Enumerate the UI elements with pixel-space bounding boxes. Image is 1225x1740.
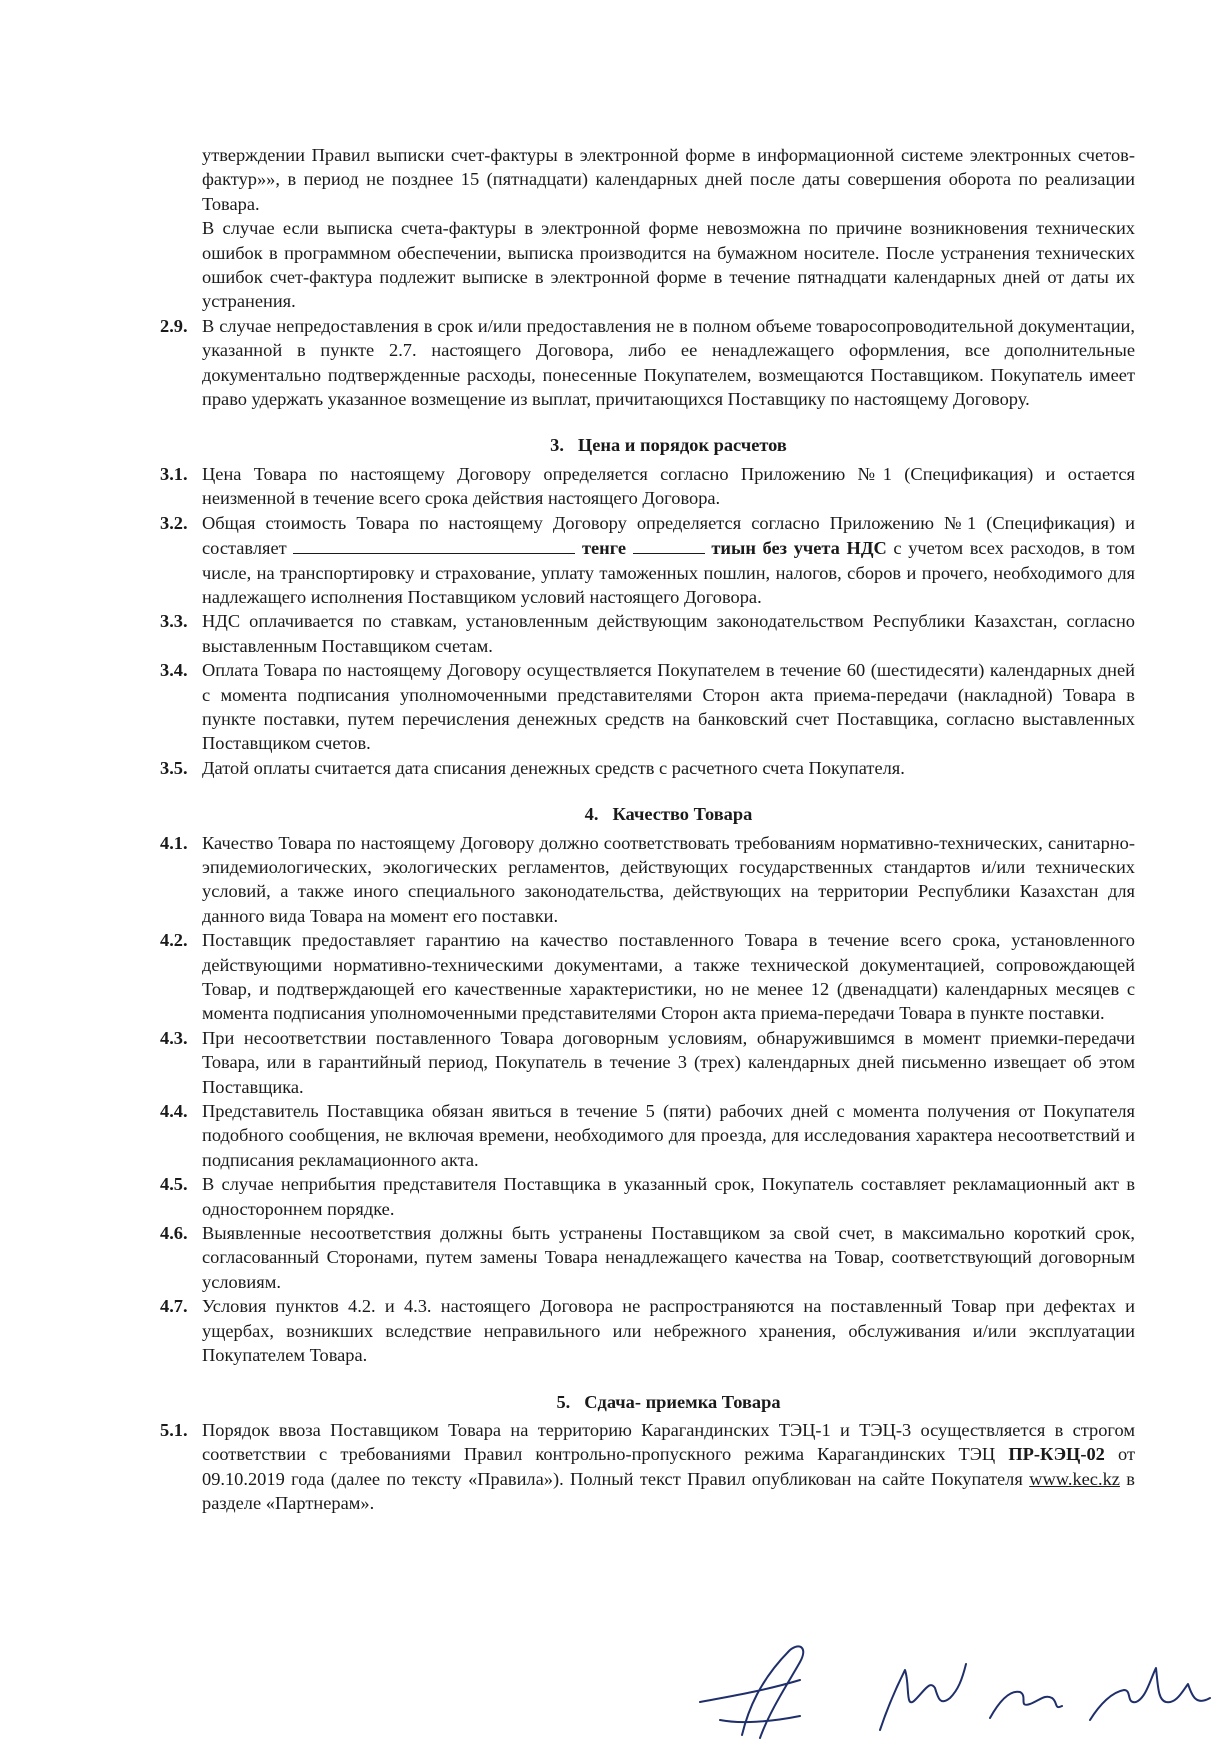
clause-text-b: с учетом всех расходов, в том числе, на транспортировку и страхование, уплату таможенных пошлин, налогов, сборов и прочего, необходимого для надлежащего исполнения Поставщиком условий настоящего Договора.: [202, 538, 1135, 607]
clause-text-b: от 09.10.2019 года (далее по тексту «Правила»). Полный текст Правил опубликован на сайте Покупателя: [202, 1444, 1135, 1489]
clause-text: НДС оплачивается по ставкам, установленным действующим законодательством Республики Казахстан, согласно выставленным Поставщиком счетам.: [202, 611, 1135, 656]
intro-paragraph-1: утверждении Правил выписки счет-фактуры в электронной форме в информационной системе электронных счетов-фактур»», в период не позднее 15 (пятнадцати) календарных дней после даты совершения оборота по реализации Товара.: [202, 145, 1135, 214]
clause-3-3: [160, 609, 1135, 658]
clause-3-1: [160, 462, 1135, 511]
clause-4-5: [160, 1172, 1135, 1221]
clause-number: 3.3.: [160, 611, 188, 632]
section-title-text: Качество Товара: [612, 804, 753, 825]
clause-5-1: [160, 1418, 1135, 1516]
clause-text: В случае неприбытия представителя Поставщика в указанный срок, Покупатель составляет рекламационный акт в одностороннем порядке.: [202, 1174, 1135, 1219]
clause-text: В случае непредоставления в срок и/или предоставления не в полном объеме товаросопроводительной документации, указанной в пункте 2.7. настоящего Договора, либо ее ненадлежащего оформления, все дополнительные документально подтвержденные расходы, понесенные Покупателем, возмещаются Поставщиком. Покупатель имеет право удержать указанное возмещение из выплат, причитающихся Поставщику по настоящему Договору.: [202, 315, 1135, 410]
clause-text: Выявленные несоответствия должны быть устранены Поставщиком за свой счет, в максимально короткий срок, согласованный Сторонами, путем замены Товара ненадлежащего качества на Товар, соответствующий договорным условиям.: [202, 1223, 1135, 1292]
signature-4: [1090, 1668, 1210, 1720]
clause-4-4: [160, 1099, 1135, 1172]
clause-3-4: [160, 658, 1135, 756]
clause-number: 4.4.: [160, 1101, 188, 1122]
clause-text: Поставщик предоставляет гарантию на качество поставленного Товара в течение всего срока, установленного действующими нормативно-техническими документами, а также технической документацией, сопровождающей Товар, и подтверждающей его качественные характеристики, но не менее 12 (двенадцати) календарных месяцев с момента подписания уполномоченными представителями Сторон акта приема-передачи Товара в пункте поставки.: [202, 930, 1135, 1024]
section-5-title: [202, 1390, 1135, 1414]
clause-text: Оплата Товара по настоящему Договору осуществляется Покупателем в течение 60 (шестидесяти) календарных дней с момента подписания уполномоченными представителями Сторон акта приема-передачи (накладной) Товара в пункте поставки, путем перечисления денежных средств на банковский счет Поставщика, согласно выставленных Поставщиком счетов.: [202, 660, 1135, 754]
clause-number: 4.1.: [160, 832, 188, 853]
section-number: 5.: [556, 1391, 571, 1412]
clause-number: 2.9.: [160, 315, 188, 336]
signatures: [0, 1640, 1225, 1740]
clause-4-6: [160, 1221, 1135, 1294]
clause-text-a: Общая стоимость Товара по настоящему Договору определяется согласно Приложению №1 (Спецификация) и составляет: [202, 512, 1135, 559]
section-title-text: Сдача- приемка Товара: [584, 1391, 781, 1412]
clause-text: Цена Товара по настоящему Договору определяется согласно Приложению №1 (Спецификация) и остается неизменной в течение всего срока действия настоящего Договора.: [202, 463, 1135, 509]
rules-code: ПР-КЭЦ-02: [1008, 1444, 1105, 1465]
signature-1: [700, 1646, 803, 1738]
clause-number: 4.2.: [160, 930, 188, 951]
tiyn-label: тиын без учета НДС: [711, 538, 887, 559]
section-3-title: [202, 433, 1135, 457]
clause-number: 4.3.: [160, 1027, 188, 1048]
clause-number: 3.1.: [160, 463, 188, 484]
tenge-label: тенге: [581, 538, 627, 559]
clause-text: Представитель Поставщика обязан явиться в течение 5 (пяти) рабочих дней с момента получения от Покупателя подобного сообщения, не включая времени, необходимого для проезда, для исследования характера несоответствий и подписания рекламационного акта.: [202, 1101, 1135, 1170]
clause-2-9: [160, 314, 1135, 412]
clause-number: 3.4.: [160, 660, 188, 681]
clause-number: 4.5.: [160, 1174, 188, 1195]
section-4-title: [202, 802, 1135, 826]
clause-text: Качество Товара по настоящему Договору должно соответствовать требованиям нормативно-технических, санитарно-эпидемиологических, экологических регламентов, действующих государственных стандартов и/или технических условий, а также иного специального законодательства, действующих на территории Республики Казахстан для данного вида Товара на момент его поставки.: [202, 832, 1135, 926]
clause-text-a: Порядок ввоза Поставщиком Товара на территорию Карагандинских ТЭЦ-1 и ТЭЦ-3 осуществляется в строгом соответствии с требованиями Правил контрольно-пропускного режима Карагандинских ТЭЦ: [202, 1419, 1135, 1465]
clause-4-7: [160, 1294, 1135, 1367]
clause-number: 4.7.: [160, 1296, 188, 1317]
signature-2: [880, 1664, 966, 1730]
clause-text: Условия пунктов 4.2. и 4.3. настоящего Договора не распространяются на поставленный Товар при дефектах и ущербах, возникших вследствие неправильного или небрежного хранения, обслуживания и/или эксплуатации Покупателем Товара.: [202, 1296, 1135, 1366]
clause-3-5: [160, 756, 1135, 780]
tiyn-blank-line: [633, 535, 705, 554]
section-number: 4.: [584, 804, 599, 825]
website-link[interactable]: www.kec.kz: [1029, 1468, 1120, 1489]
signature-3: [990, 1692, 1062, 1718]
clause-4-2: [160, 928, 1135, 1026]
intro-paragraph-2: В случае если выписка счета-фактуры в электронной форме невозможна по причине возникновения технических ошибок в программном обеспечении, выписка производится на бумажном носителе. После устранения технических ошибок счет-фактура подлежит выписке в электронной форме в течение пятнадцати календарных дней от даты их устранения.: [202, 218, 1135, 312]
clause-3-2: [160, 511, 1135, 610]
section-title-text: Цена и порядок расчетов: [577, 435, 787, 456]
clause-number: 4.6.: [160, 1223, 188, 1244]
section-number: 3.: [550, 435, 564, 456]
clause-number: 3.5.: [160, 757, 188, 778]
clause-number: 3.2.: [160, 512, 188, 533]
clause-4-1: [160, 831, 1135, 929]
clause-number: 5.1.: [160, 1419, 188, 1440]
amount-blank-line: [293, 535, 575, 554]
clause-text: Датой оплаты считается дата списания денежных средств с расчетного счета Покупателя.: [202, 757, 905, 778]
clause-4-3: [160, 1026, 1135, 1099]
clause-text: При несоответствии поставленного Товара договорным условиям, обнаружившимся в момент приемки-передачи Товара, или в гарантийный период, Покупатель в течение 3 (трех) календарных дней письменно извещает об этом Поставщика.: [202, 1027, 1135, 1097]
clause-text-c: в разделе «Партнерам».: [202, 1468, 1135, 1514]
